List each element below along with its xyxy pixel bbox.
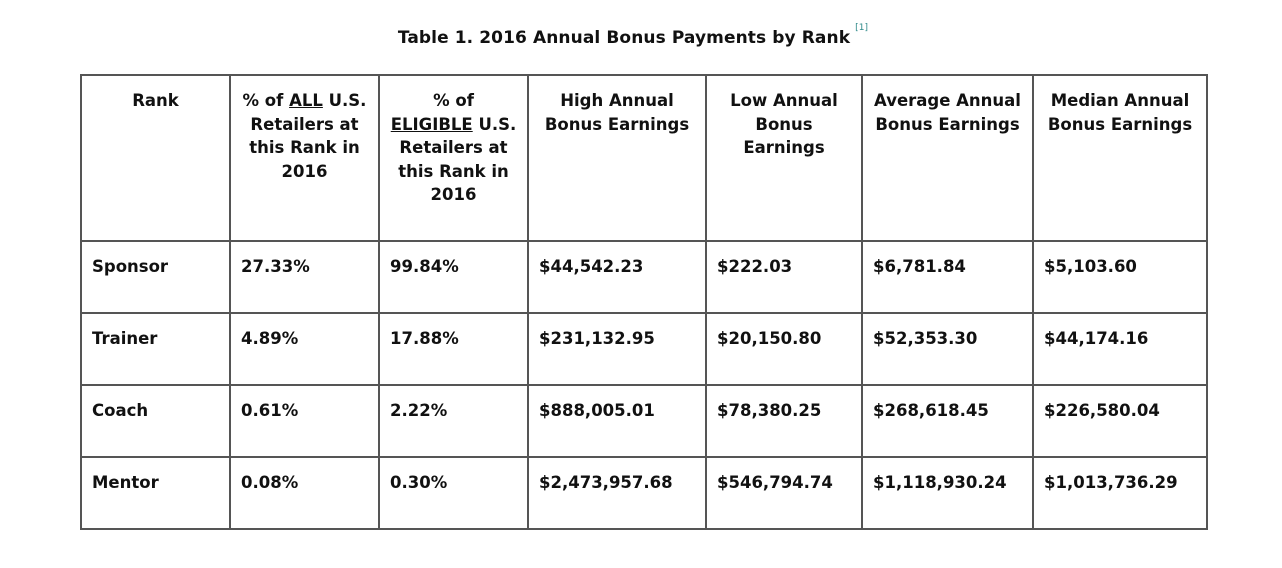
table-row	[81, 241, 1207, 313]
table-caption	[0, 23, 1266, 48]
header-pct-all-post: U.S. Retailers at this Rank in 2016	[249, 91, 367, 181]
header-rank: Rank	[81, 75, 230, 241]
header-median: Median Annual Bonus Earnings	[1033, 75, 1207, 241]
cell-high: $2,473,957.68	[528, 457, 706, 529]
header-pct-eligible-emph: ELIGIBLE	[390, 114, 473, 134]
cell-low: $222.03	[706, 241, 862, 313]
header-pct-all-pre: % of	[242, 91, 290, 110]
cell-low: $546,794.74	[706, 457, 862, 529]
cell-average: $1,118,930.24	[862, 457, 1033, 529]
cell-average: $268,618.45	[862, 385, 1033, 457]
cell-high: $44,542.23	[528, 241, 706, 313]
cell-rank: Trainer	[81, 313, 230, 385]
table-row	[81, 385, 1207, 457]
header-pct-eligible	[379, 75, 528, 241]
cell-average: $52,353.30	[862, 313, 1033, 385]
cell-pct-eligible: 99.84%	[379, 241, 528, 313]
cell-low: $78,380.25	[706, 385, 862, 457]
cell-pct-all: 27.33%	[230, 241, 379, 313]
cell-median: $5,103.60	[1033, 241, 1207, 313]
cell-pct-all: 0.61%	[230, 385, 379, 457]
cell-high: $888,005.01	[528, 385, 706, 457]
cell-rank: Mentor	[81, 457, 230, 529]
cell-pct-eligible: 2.22%	[379, 385, 528, 457]
cell-rank: Sponsor	[81, 241, 230, 313]
header-row	[81, 75, 1207, 241]
cell-pct-all: 0.08%	[230, 457, 379, 529]
cell-median: $1,013,736.29	[1033, 457, 1207, 529]
cell-pct-eligible: 17.88%	[379, 313, 528, 385]
header-pct-all	[230, 75, 379, 241]
cell-pct-eligible: 0.30%	[379, 457, 528, 529]
table-row	[81, 313, 1207, 385]
cell-low: $20,150.80	[706, 313, 862, 385]
header-pct-eligible-post: U.S. Retailers at this Rank in 2016	[398, 114, 517, 204]
cell-rank: Coach	[81, 385, 230, 457]
header-average: Average Annual Bonus Earnings	[862, 75, 1033, 241]
table-title: Table 1. 2016 Annual Bonus Payments by Rank	[397, 28, 851, 48]
cell-average: $6,781.84	[862, 241, 1033, 313]
header-pct-all-emph: ALL	[289, 91, 323, 110]
footnote-link[interactable]: [1]	[855, 23, 869, 33]
cell-high: $231,132.95	[528, 313, 706, 385]
bonus-table	[80, 74, 1208, 530]
header-pct-eligible-pre: % of	[433, 91, 474, 110]
header-low: Low Annual Bonus Earnings	[706, 75, 862, 241]
header-high: High Annual Bonus Earnings	[528, 75, 706, 241]
table-row	[81, 457, 1207, 529]
cell-median: $44,174.16	[1033, 313, 1207, 385]
cell-median: $226,580.04	[1033, 385, 1207, 457]
cell-pct-all: 4.89%	[230, 313, 379, 385]
